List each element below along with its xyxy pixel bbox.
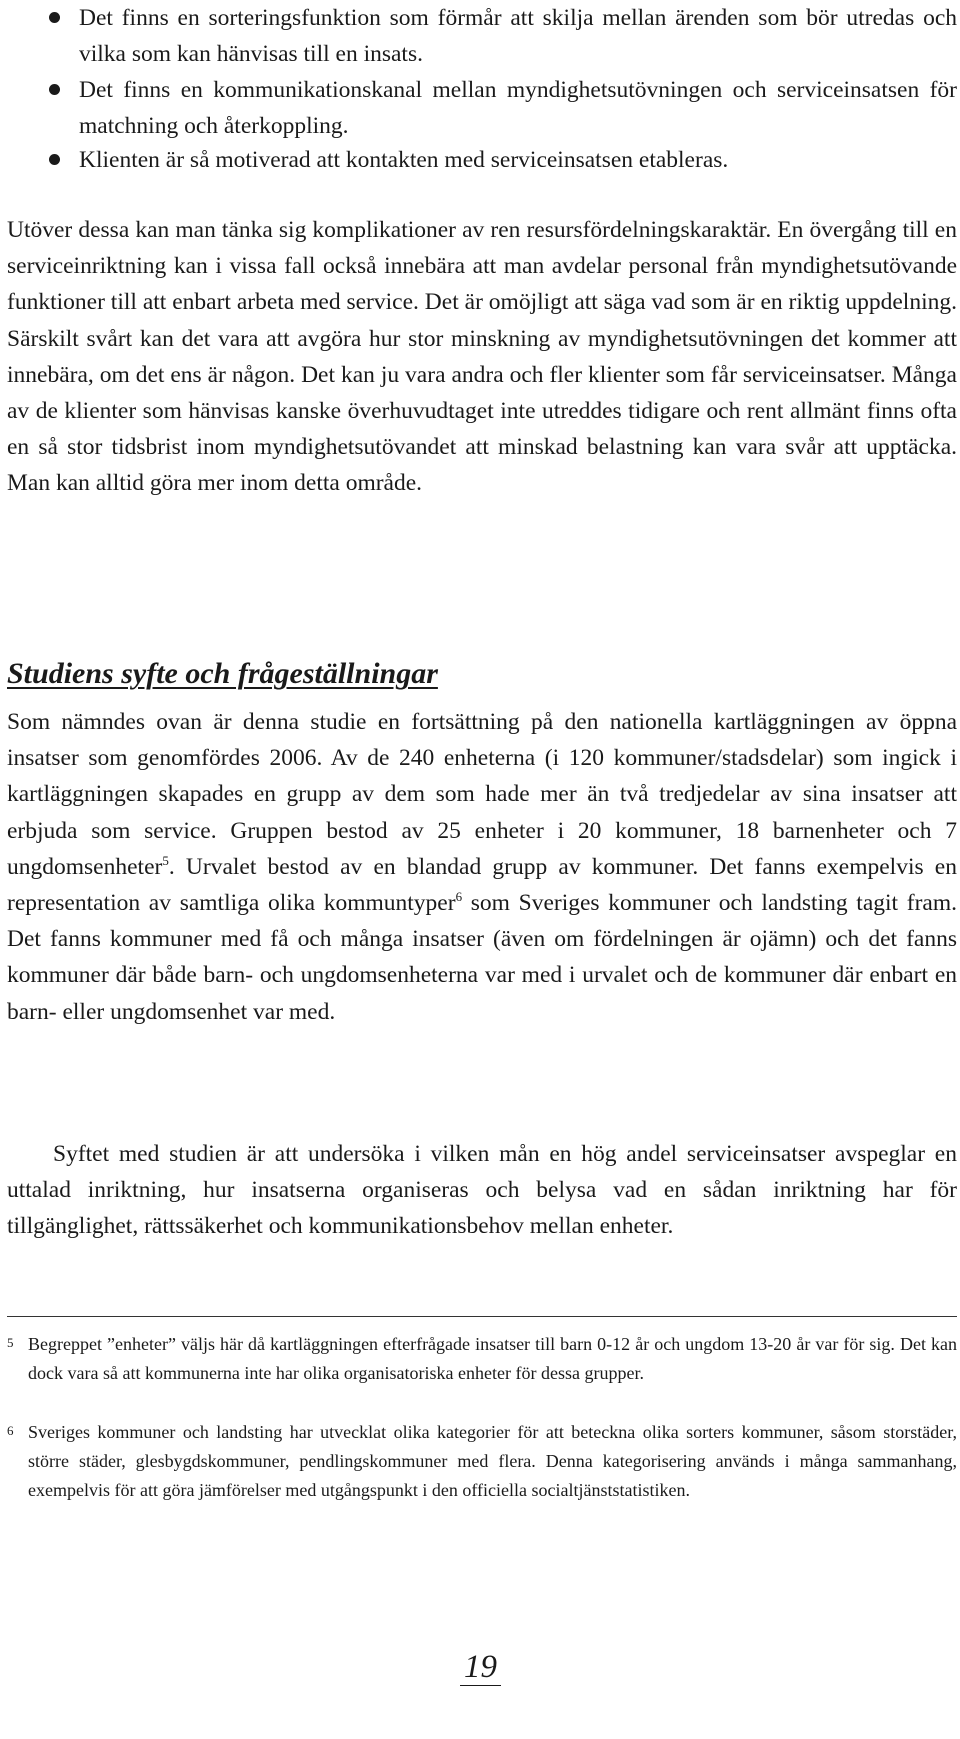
footnote-ref[interactable]: 5 — [162, 852, 169, 868]
footnote-divider — [7, 1316, 957, 1317]
bullet-item — [7, 0, 957, 72]
bullet-text: Det finns en kommunikationskanal mellan myndighetsutövningen och serviceinsatsen för matchning och återkoppling. — [79, 77, 957, 139]
footnote-number: 6 — [7, 1423, 14, 1438]
bullet-text: Klienten är så motiverad att kontakten med serviceinsatsen etableras. — [79, 147, 729, 173]
bullet-icon — [49, 154, 60, 165]
paragraph-study-background — [7, 704, 957, 1030]
footnote-text: Sveriges kommuner och landsting har utvecklat olika kategorier för att beteckna olika sorters kommuner, såsom storstäder, större städer, glesbygdskommuner, pendlingskommuner med flera. Denna kategorisering används i många sammanhang, exempelvis för att göra jämförelser med utgångspunkt i den officiella socialtjänststatistiken. — [28, 1422, 957, 1500]
footnote-item — [7, 1330, 957, 1388]
footnote-text: Begreppet ”enheter” väljs här då kartläggningen efterfrågade insatser till barn 0-12 år och ungdom 13-20 år var för sig. Det kan dock vara så att kommunerna inte har olika organisatoriska enheter för dessa grupper. — [28, 1334, 957, 1383]
bullet-icon — [49, 12, 60, 23]
paragraph-text: som Sveriges kommuner och landsting tagit fram. Det fanns kommuner med få och många insatser (även om fördelningen är ojämn) och det fanns kommuner där både barn- och ungdomsenheterna var med i urvalet och de kommuner där enbart en barn- eller ungdomsenhet var med. — [7, 890, 957, 1025]
page-number: 19 — [460, 1649, 501, 1686]
bullet-text: Det finns en sorteringsfunktion som förmår att skilja mellan ärenden som bör utredas och vilka som kan hänvisas till en insats. — [79, 5, 957, 67]
paragraph-text: Som nämndes ovan är denna studie en fortsättning på den nationella kartläggningen av öppna insatser som genomfördes 2006. Av de 240 enheterna (i 120 kommuner/stadsdelar) som ingick i kartläggningen skapades en grupp av dem som hade mer än två tredjedelar av sina insatser att erbjuda som service. Gruppen bestod av 25 enheter i 20 kommuner, 18 barnenheter och 7 ungdomsenheter — [7, 709, 957, 880]
bullet-icon — [49, 84, 60, 95]
bullet-item — [7, 72, 957, 144]
paragraph-resource-complications: Utöver dessa kan man tänka sig komplikationer av ren resursfördelningskaraktär. En övergång till en serviceinriktning kan i vissa fall också innebära att man avdelar personal från myndighetsutövande funktioner till att enbart arbeta med service. Det är omöjligt att säga vad som är en riktig uppdelning. Särskilt svårt kan det vara att avgöra hur stor minskning av myndighetsutövningen det kommer att innebära, om det ens är någon. Det kan ju vara andra och fler klienter som får serviceinsatser. Många av de klienter som hänvisas kanske överhuvudtaget inte utreddes tidigare och rent allmänt finns ofta en så stor tidsbrist inom myndighetsutövandet att minskad belastning kan vara svår att upptäcka. Man kan alltid göra mer inom detta område. — [7, 217, 957, 497]
footnote-ref[interactable]: 6 — [455, 889, 463, 905]
footnote-item — [7, 1418, 957, 1505]
section-heading: Studiens syfte och frågeställningar — [7, 657, 438, 690]
paragraph-study-aim: Syftet med studien är att undersöka i vilken mån en hög andel serviceinsatser avspeglar en uttalad inriktning, hur insatserna organiseras och belysa vad en sådan inriktning har för tillgänglighet, rättssäkerhet och kommunikationsbehov mellan enheter. — [7, 1141, 957, 1240]
paragraph-text: . Urvalet bestod av en blandad grupp av kommuner. Det fanns exempelvis en representation av samtliga olika kommuntyper — [7, 853, 957, 917]
footnote-number: 5 — [7, 1335, 14, 1350]
bullet-item — [7, 142, 957, 178]
